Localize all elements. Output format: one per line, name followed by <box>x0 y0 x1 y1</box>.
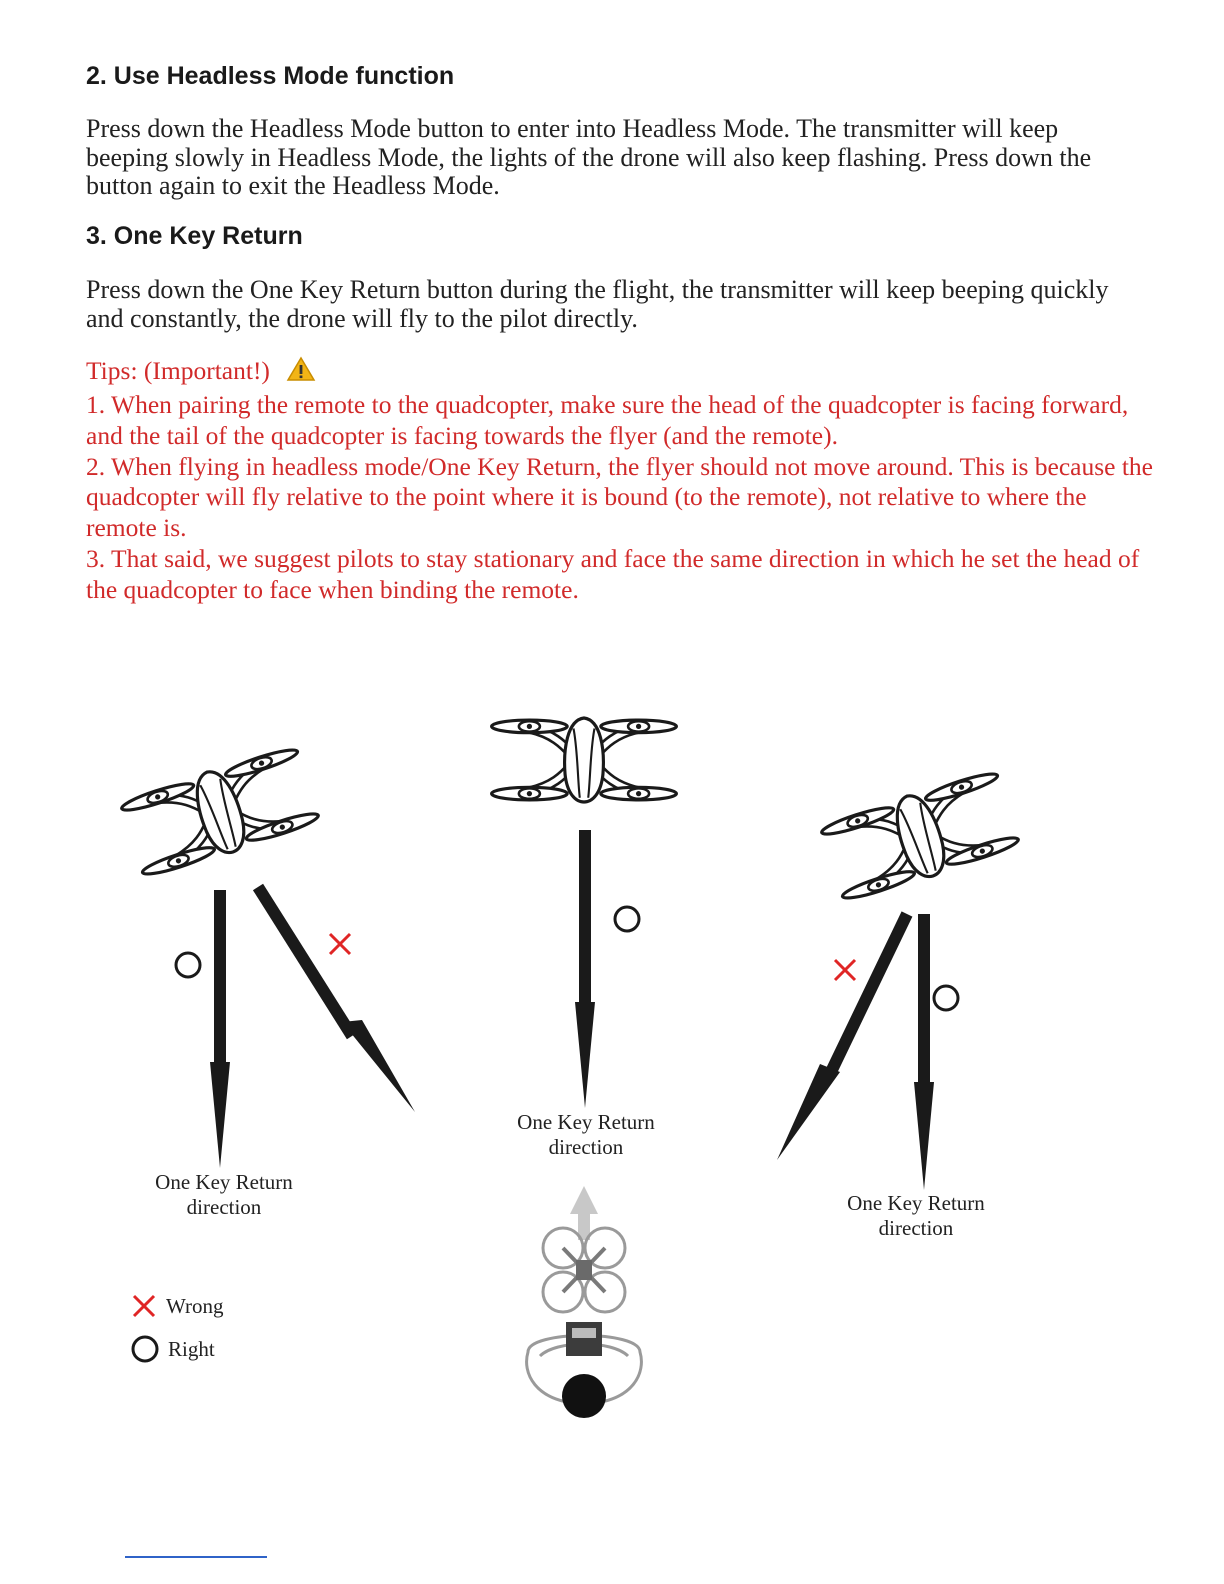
tip-item-1: 1. When pairing the remote to the quadcopter, make sure the head of the quadcopter is facing forward, and the tail of the quadcopter is facing towards the flyer (and the remote). <box>86 390 1129 450</box>
arrow-center-correct <box>575 830 595 1108</box>
circle-right <box>934 986 958 1010</box>
section-2-heading: 2. Use Headless Mode function <box>86 62 455 90</box>
tips-title: Tips: (Important!) <box>86 356 270 385</box>
arrow-left-correct <box>210 890 230 1168</box>
legend-right <box>130 1334 215 1364</box>
caption-center-line2: direction <box>548 1135 624 1159</box>
section-3-heading: 3. One Key Return <box>86 222 303 250</box>
cross-right <box>835 960 855 980</box>
caption-left-line1: One Key Return <box>155 1170 293 1194</box>
arrow-right-wrong <box>777 914 907 1160</box>
caption-right-line1: One Key Return <box>847 1191 985 1215</box>
one-key-return-diagram <box>0 650 1224 1480</box>
tip-item-3: 3. That said, we suggest pilots to stay stationary and face the same direction in which he set the head of the quadcopter to face when binding the remote. <box>86 544 1140 604</box>
drone-left <box>119 744 321 881</box>
caption-left-line2: direction <box>186 1195 262 1219</box>
cross-left <box>330 934 350 954</box>
legend-wrong <box>130 1293 223 1319</box>
tips-title-row <box>86 356 1156 390</box>
circle-center <box>615 907 639 931</box>
section-3-body: Press down the One Key Return button during the flight, the transmitter will keep beeping quickly and constantly, the drone will fly to the pilot directly. <box>86 275 1109 333</box>
circle-icon <box>130 1334 160 1364</box>
section-2-body: Press down the Headless Mode button to enter into Headless Mode. The transmitter will keep beeping slowly in Headless Mode, the lights of the drone will also keep flashing. Press down the button again to exit the Headless Mode. <box>86 114 1092 200</box>
tip-item-2: 2. When flying in headless mode/One Key Return, the flyer should not move around. This is because the quadcopter will fly relative to the point where it is bound (to the remote), not relative to where the remote is. <box>86 451 1153 543</box>
warning-icon <box>286 356 316 390</box>
arrow-left-wrong <box>258 887 415 1112</box>
caption-center <box>476 1110 696 1160</box>
legend-wrong-label: Wrong <box>166 1293 224 1318</box>
caption-right <box>806 1191 1026 1241</box>
cross-icon <box>130 1293 158 1319</box>
caption-center-line1: One Key Return <box>517 1110 655 1134</box>
caption-right-line2: direction <box>878 1216 954 1240</box>
circle-left <box>176 953 200 977</box>
drone-center <box>492 718 677 802</box>
tips-block <box>86 356 1156 606</box>
drone-right <box>819 768 1021 905</box>
pilot-illustration <box>527 1186 642 1418</box>
caption-left <box>114 1170 334 1220</box>
legend-right-label: Right <box>168 1336 215 1361</box>
footer-divider <box>125 1556 267 1558</box>
arrow-right-correct <box>914 914 934 1190</box>
